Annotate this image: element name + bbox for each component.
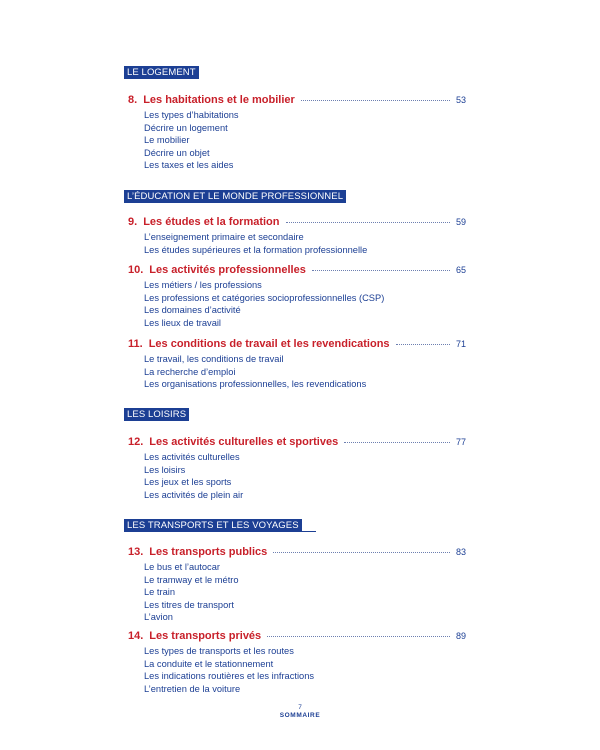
topic-list — [144, 451, 466, 501]
list-item: Les taxes et les aides — [144, 160, 234, 171]
chapter-title[interactable] — [128, 216, 280, 228]
chapter-page-number: 71 — [455, 339, 466, 349]
dot-leader — [344, 441, 450, 443]
footer-page-number: 7 — [298, 704, 302, 711]
list-item: Les jeux et les sports — [144, 477, 232, 488]
list-item: Le tramway et le métro — [144, 574, 239, 585]
topic-list — [144, 279, 466, 329]
list-item: Le train — [144, 587, 176, 598]
dot-leader — [267, 635, 450, 637]
chapter-14 — [128, 630, 466, 695]
list-item: La recherche d’emploi — [144, 366, 236, 377]
section-label: L’ÉDUCATION ET LE MONDE PROFESSIONNEL — [124, 190, 346, 203]
section-label: LES TRANSPORTS ET LES VOYAGES — [124, 519, 302, 532]
chapter-13 — [128, 546, 466, 624]
list-item: Les lieux de travail — [144, 317, 221, 328]
topic-list — [144, 561, 466, 624]
chapter-line — [128, 338, 466, 352]
chapter-title-text: Les habitations et le mobilier — [143, 94, 295, 106]
chapter-title-text: Les conditions de travail et les revendications — [148, 338, 390, 350]
list-item: Les métiers / les professions — [144, 280, 262, 290]
section-header-education — [124, 190, 346, 203]
list-item: Les activités culturelles — [144, 452, 240, 462]
topic-list — [144, 109, 466, 172]
chapter-line — [128, 546, 466, 560]
dot-leader — [286, 221, 450, 223]
chapter-number: 14. — [128, 630, 144, 642]
topic-list — [144, 231, 466, 256]
chapter-number: 10. — [128, 264, 144, 276]
chapter-12 — [128, 436, 466, 501]
list-item: Les types de transports et les routes — [144, 646, 294, 656]
chapter-title[interactable] — [128, 630, 261, 642]
list-item: Les loisirs — [144, 464, 186, 475]
chapter-10 — [128, 264, 466, 329]
chapter-11 — [128, 338, 466, 391]
chapter-title-text: Les activités culturelles et sportives — [149, 436, 339, 448]
list-item: L’avion — [144, 612, 173, 623]
list-item: La conduite et le stationnement — [144, 658, 274, 669]
list-item: Les domaines d’activité — [144, 305, 241, 316]
chapter-page-number: 53 — [455, 95, 466, 105]
list-item: Le mobilier — [144, 135, 190, 146]
dot-leader — [273, 551, 450, 553]
chapter-8 — [128, 94, 466, 172]
list-item: Décrire un objet — [144, 147, 210, 158]
section-header-transports — [124, 519, 316, 532]
list-item: Les études supérieures et la formation professionnelle — [144, 244, 368, 255]
chapter-page-number: 89 — [455, 631, 466, 641]
section-header-loisirs — [124, 408, 189, 421]
chapter-title[interactable] — [128, 546, 267, 558]
chapter-title[interactable] — [128, 264, 306, 276]
chapter-title[interactable] — [128, 94, 295, 106]
dot-leader — [301, 99, 450, 101]
chapter-number: 9. — [128, 216, 138, 228]
chapter-number: 12. — [128, 436, 144, 448]
dot-leader — [396, 343, 450, 345]
footer-label: SOMMAIRE — [279, 712, 321, 719]
list-item: Les professions et catégories socioprofessionnelles (CSP) — [144, 292, 385, 303]
chapter-line — [128, 216, 466, 230]
chapter-title[interactable] — [128, 338, 390, 350]
chapter-title-text: Les transports privés — [149, 630, 262, 642]
chapter-line — [128, 436, 466, 450]
chapter-line — [128, 264, 466, 278]
section-label: LES LOISIRS — [124, 408, 189, 421]
chapter-page-number: 83 — [455, 547, 466, 557]
list-item: L’enseignement primaire et secondaire — [144, 232, 304, 242]
list-item: Le bus et l’autocar — [144, 562, 220, 572]
chapter-number: 8. — [128, 94, 138, 106]
list-item: Décrire un logement — [144, 122, 228, 133]
section-label: LE LOGEMENT — [124, 66, 199, 79]
topic-list — [144, 645, 466, 695]
list-item: Les indications routières et les infractions — [144, 671, 315, 682]
chapter-page-number: 77 — [455, 437, 466, 447]
list-item: Le travail, les conditions de travail — [144, 354, 284, 364]
list-item: Les organisations professionnelles, les revendications — [144, 379, 367, 390]
list-item: Les titres de transport — [144, 599, 234, 610]
chapter-line — [128, 94, 466, 108]
dot-leader — [312, 269, 450, 271]
chapter-page-number: 59 — [455, 217, 466, 227]
chapter-page-number: 65 — [455, 265, 466, 275]
chapter-number: 13. — [128, 546, 144, 558]
chapter-title-text: Les transports publics — [149, 546, 268, 558]
chapter-line — [128, 630, 466, 644]
list-item: Les types d’habitations — [144, 110, 239, 120]
chapter-number: 11. — [128, 338, 143, 350]
chapter-9 — [128, 216, 466, 256]
page-footer — [0, 704, 600, 720]
chapter-title-text: Les études et la formation — [143, 216, 280, 228]
chapter-title-text: Les activités professionnelles — [149, 264, 306, 276]
chapter-title[interactable] — [128, 436, 338, 448]
section-header-logement — [124, 66, 199, 79]
section-rule — [302, 531, 316, 532]
list-item: Les activités de plein air — [144, 489, 244, 500]
topic-list — [144, 353, 466, 391]
list-item: L’entretien de la voiture — [144, 683, 241, 694]
